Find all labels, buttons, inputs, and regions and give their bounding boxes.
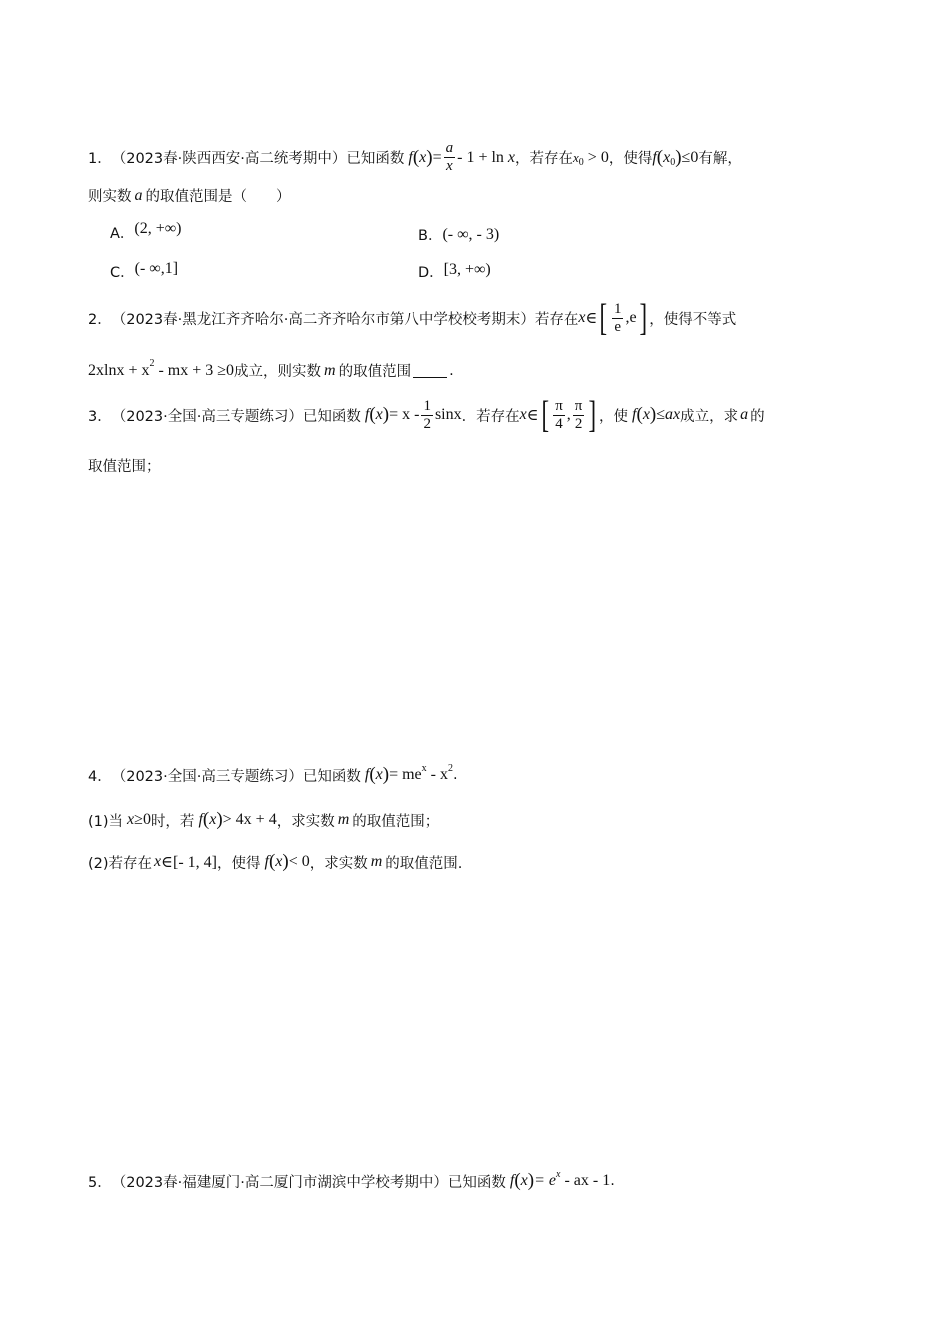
q1-paren-open: ( xyxy=(412,146,420,168)
q3-number: 3． xyxy=(88,408,112,425)
q1-x0-sub: 0 xyxy=(578,157,584,168)
q2-line2 xyxy=(88,360,454,381)
q4-part1 xyxy=(88,809,439,831)
q4-def-sup: x xyxy=(421,762,427,774)
q4-paren-open: ( xyxy=(369,764,376,785)
q3-text-d: 成立，求 xyxy=(680,408,739,425)
q4-p1-end: ，求实数 xyxy=(276,813,335,830)
q4-number: 4． xyxy=(88,768,112,785)
q2-in: ∈ xyxy=(585,310,598,327)
q1-option-b[interactable] xyxy=(418,224,499,245)
q4-p2-x: x xyxy=(154,853,162,870)
q3-sin: sinx xyxy=(434,406,462,423)
q3-pi2: $\frac{\pi}{2}$ xyxy=(574,397,583,432)
q3-text-c: ，使 xyxy=(599,408,629,425)
q3-text: 已知函数 xyxy=(302,408,361,425)
q1-paren-open-2: ( xyxy=(656,146,664,168)
q5-def-b: - ax - 1 xyxy=(564,1172,611,1189)
q2-source: （2023春·黑龙江齐齐哈尔·高二齐齐哈尔市第八中学校校考期末） xyxy=(111,311,535,328)
q1-number: 1． xyxy=(88,151,112,167)
q3-line1 xyxy=(88,396,765,434)
q4-p2-f: f xyxy=(264,853,269,870)
q3-line2 xyxy=(88,455,161,476)
q1-eq: = xyxy=(432,148,442,166)
q2-fraction: $\frac{1}{e}$ xyxy=(613,300,622,335)
q4-p1-f: f xyxy=(198,811,203,828)
q4-p1-var-m: m xyxy=(337,811,350,828)
q4-end: . xyxy=(452,767,458,783)
q1-text: 已知函数 xyxy=(346,151,405,167)
q1-x0: x xyxy=(573,149,579,165)
q4-p1-cond: ≥0 xyxy=(134,811,151,828)
q4-def-a: = me xyxy=(389,766,422,783)
q4-p1-label: (1)当 xyxy=(88,813,124,830)
q1-le0: ≤0 xyxy=(681,148,699,166)
q1-line2-tail: 的取值范围是（ ） xyxy=(145,189,291,205)
q4-p1-x: x xyxy=(127,811,135,828)
q3-var-a: a xyxy=(740,406,749,423)
q2-x: x xyxy=(578,309,586,326)
q4-def-b: - x xyxy=(430,766,448,783)
q5-def-sup: x xyxy=(555,1168,561,1180)
q5-paren-open: ( xyxy=(514,1170,521,1191)
q1-f: f xyxy=(408,148,413,166)
q3-comma: , xyxy=(566,406,571,423)
q1-rest: - 1 + ln xyxy=(457,148,504,166)
option-label: D． xyxy=(418,265,444,281)
option-value: [3, +∞) xyxy=(443,260,491,278)
q1-source: （2023春·陕西西安·高二统考期中） xyxy=(111,151,347,167)
q4-p1-x2: x xyxy=(209,811,217,828)
q2-e: ,e xyxy=(625,309,637,326)
q2-sq: 2 xyxy=(149,358,155,369)
q4-p2-var-m: m xyxy=(370,853,383,870)
q4-p1-tail: 的取值范围； xyxy=(352,813,440,830)
q4-def-sq: 2 xyxy=(447,762,453,774)
q5-paren-close: ) xyxy=(527,1170,535,1191)
q3-text-e: 的 xyxy=(750,408,765,425)
q3-x-3: x xyxy=(642,406,650,423)
q4-line1 xyxy=(88,764,458,786)
q1-option-c[interactable] xyxy=(110,261,178,282)
q4-p1-text: 时，若 xyxy=(150,813,195,830)
q3-def: = x - xyxy=(389,406,420,423)
q4-p2-text: ，使得 xyxy=(216,855,261,872)
q3-line2-text: 取值范围； xyxy=(88,459,161,475)
q3-f: f xyxy=(364,406,370,423)
q4-p1-paren-open: ( xyxy=(202,809,210,830)
option-value: (- ∞,1] xyxy=(134,259,179,277)
q2-text-c: 成立，则实数 xyxy=(234,364,322,380)
q3-source: （2023·全国·高三专题练习） xyxy=(111,408,303,425)
q1-x-2: x xyxy=(507,148,516,166)
option-value: (- ∞, - 3) xyxy=(442,225,500,243)
q5-source: （2023春·福建厦门·高二厦门市湖滨中学校考期中） xyxy=(111,1174,448,1191)
q4-p1-ineq: > 4x + 4 xyxy=(222,811,277,828)
q2-line1 xyxy=(88,299,736,337)
q4-p2-end: ，求实数 xyxy=(309,855,368,872)
q1-x: x xyxy=(419,148,427,166)
q4-paren-close: ) xyxy=(382,764,390,785)
q5-x: x xyxy=(520,1172,528,1189)
q5-line1 xyxy=(88,1170,615,1192)
q2-text-b: ，使得不等式 xyxy=(649,311,737,328)
q3-right-bracket: ] xyxy=(588,394,597,436)
q4-p2-ineq: < 0 xyxy=(288,853,310,870)
q4-f: f xyxy=(364,766,370,783)
q4-part2 xyxy=(88,851,462,873)
option-label: C． xyxy=(110,265,135,281)
q2-var-m: m xyxy=(324,361,336,379)
q2-answer-blank[interactable] xyxy=(413,363,447,378)
q2-ineq-a: 2xlnx + x xyxy=(88,361,150,379)
q1-paren-close-2: ) xyxy=(675,146,682,168)
q1-text-d: 有解， xyxy=(698,151,742,167)
q1-line2-text: 则实数 xyxy=(88,189,132,205)
q1-gt0: > 0 xyxy=(587,148,609,166)
q3-text-b: ．若存在 xyxy=(461,408,520,425)
q4-source: （2023·全国·高三专题练习） xyxy=(111,768,303,785)
q1-var-a: a xyxy=(134,186,143,204)
q2-number: 2． xyxy=(88,311,112,328)
q4-p2-label: (2)若存在 xyxy=(88,855,153,872)
q5-text: 已知函数 xyxy=(447,1174,506,1191)
q2-text: 若存在 xyxy=(534,311,579,328)
q4-x: x xyxy=(375,766,383,783)
q1-fraction: $\frac{a}{x}$ xyxy=(445,140,454,174)
q4-p2-paren-open: ( xyxy=(268,851,276,872)
q4-text: 已知函数 xyxy=(302,768,361,785)
q1-text-c: ，使得 xyxy=(608,151,653,167)
q4-p1-paren-close: ) xyxy=(216,809,223,830)
q3-in: ∈ xyxy=(526,407,539,424)
q2-text-d: 的取值范围 xyxy=(338,364,412,380)
q2-ineq-b: - mx + 3 ≥0 xyxy=(158,361,235,379)
q1-option-d[interactable] xyxy=(418,261,491,282)
q4-p2-interval: ∈[- 1, 4] xyxy=(161,854,217,871)
q3-paren-close: ) xyxy=(382,404,390,425)
option-label: B． xyxy=(418,228,443,244)
q2-left-bracket: [ xyxy=(599,297,608,339)
q1-line2 xyxy=(88,185,291,206)
q5-number: 5． xyxy=(88,1174,112,1191)
q3-paren-close-2: ) xyxy=(649,404,657,425)
q2-end: . xyxy=(449,362,454,379)
q3-fraction: $\frac{1}{2}$ xyxy=(423,397,431,432)
q5-end: . xyxy=(610,1173,615,1189)
q1-line1 xyxy=(88,140,742,175)
q3-left-bracket: [ xyxy=(541,394,549,436)
q3-paren-open: ( xyxy=(369,404,376,425)
q4-p2-paren-close: ) xyxy=(282,851,289,872)
q1-f-2: f xyxy=(652,148,657,166)
q5-def-a: = e xyxy=(534,1172,556,1189)
q3-x-2: x xyxy=(519,406,527,423)
q3-le-ax: ≤ax xyxy=(656,406,681,423)
q3-x: x xyxy=(375,406,383,423)
q2-right-bracket: ] xyxy=(639,297,647,339)
q1-text-b: ，若存在 xyxy=(515,151,574,167)
option-value: (2, +∞) xyxy=(134,219,182,237)
q3-pi4: $\frac{\pi}{4}$ xyxy=(555,397,563,432)
option-label: A． xyxy=(110,226,135,242)
q1-paren-close: ) xyxy=(426,146,433,168)
q1-x0-sub-2: 0 xyxy=(670,157,676,168)
q1-option-a[interactable] xyxy=(110,219,182,243)
q4-p2-x2: x xyxy=(275,853,283,870)
q4-p2-tail: 的取值范围. xyxy=(385,855,463,872)
q1-x0-2: x xyxy=(663,148,671,166)
q5-f: f xyxy=(509,1172,515,1189)
q3-paren-open-2: ( xyxy=(636,404,643,425)
q3-f-2: f xyxy=(632,406,637,423)
